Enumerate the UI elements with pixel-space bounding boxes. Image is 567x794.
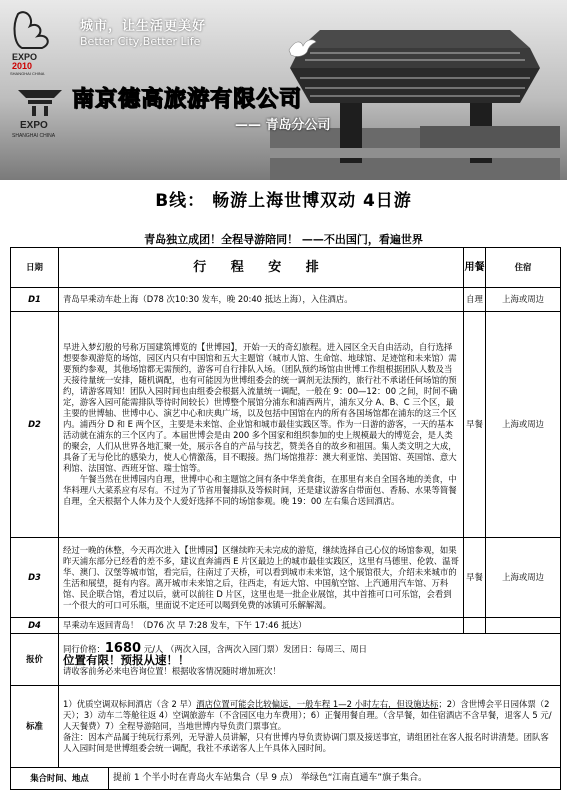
table-row — [11, 312, 561, 538]
svg-text:SHANGHAI CHINA: SHANGHAI CHINA — [10, 71, 45, 76]
meal-cell — [464, 618, 486, 634]
day-label: D4 — [11, 618, 59, 634]
assembly-text: 提前 1 个半小时在青岛火车站集合（早 9 点） 举绿色“江南直通车”旗子集合。 — [109, 768, 561, 790]
svg-text:EXPO: EXPO — [20, 120, 48, 131]
expo-mascot-logo — [10, 80, 70, 140]
header-plan: 行 程 安 排 — [59, 248, 464, 288]
assembly-label: 集合时间、地点 — [11, 768, 109, 790]
standard-label: 标准 — [11, 686, 59, 768]
header-date: 日期 — [11, 248, 59, 288]
expo-2010-logo — [8, 6, 68, 76]
day-description: 经过一晚的休整，今天再次进入【世博园】区继续昨天未完成的游览，继续选择自己心仪的场馆参观，如果昨天浦东部分已经看的差不多，建议直奔浦西 E 片区最边上的城市最佳实践区，这里有马德里、伦敦、温哥华、澳门、汉堡等城市馆，看完后，往南过了天桥，可以看到城市未来馆，这个展馆很大，介绍未来城市的生活和展望，挺有内容。离开城市未来馆之后，往西走，有远大馆、中国航空馆、上汽通用汽车馆、万科馆、民企联合馆，看过以后，就可以前往 D 片区，这里也是一批企业展馆，其中首推可口可乐馆，会看到一个很大的可口可乐瓶，里面说不定还可以喝到免费的冰镇可乐解解渴。 — [59, 538, 464, 618]
standard-row — [11, 686, 561, 768]
standard-note: 备注：因本产品属于纯玩行系列，无导游人员讲解，只有世博内导负责协调门票及接送事宜，请组团社在客人报名时讲清楚。团队客人入园时间是世博组委会统一调配，我社不承诺客人上午具体入园时间。 — [63, 732, 549, 753]
itinerary-table — [10, 247, 561, 790]
price-prefix: 同行价格： — [63, 643, 105, 654]
tagline: 青岛独立成团！全程导游陪同！ ——不出国门，看遍世界 — [144, 233, 423, 246]
meal-cell: 早餐 — [464, 312, 486, 538]
table-header-row — [11, 248, 561, 288]
day-description — [59, 312, 464, 538]
table-row — [11, 538, 561, 618]
header-banner — [0, 0, 567, 180]
hotel-cell: 上海或周边 — [486, 312, 561, 538]
china-pavilion-image — [270, 8, 560, 180]
price-content — [59, 634, 561, 686]
price-row — [11, 634, 561, 686]
hotel-cell — [486, 618, 561, 634]
meal-cell: 自理 — [464, 288, 486, 312]
standard-items — [63, 699, 556, 732]
meal-cell: 早餐 — [464, 538, 486, 618]
svg-text:2010: 2010 — [12, 61, 33, 71]
standard-content — [59, 686, 561, 768]
hotel-cell: 上海或周边 — [486, 538, 561, 618]
standard-item-b: 酒店位置可能会比较偏远，一般车程 1—2 小时左右，但设施达标 — [196, 699, 439, 709]
day-label: D3 — [11, 538, 59, 618]
day-description-p2: 午餐当然在世博园内自理，世博中心和主题馆之间有条中华美食街，在那里有来自全国各地的美食，中华料理八大菜系应有尽有。不过为了节省用餐排队及等候时间，还是建议游客自带面包、香肠、水果等简餐自理，全天根据个人体力及个人爱好选择不同的场馆参观。晚 19：00 左右集合送回酒店。 — [63, 474, 457, 506]
header-hotel: 住宿 — [486, 248, 561, 288]
price-line-3: 请收客前务必来电咨询位置！根据收客情况随时增加班次！ — [63, 665, 281, 676]
branch-name: —— 青岛分公司 — [235, 118, 331, 133]
table-row — [11, 288, 561, 312]
company-name: 南京德高旅游有限公司 — [72, 87, 303, 112]
header-meal: 用餐 — [464, 248, 486, 288]
dove-icon — [287, 36, 317, 62]
svg-text:EXPO: EXPO — [12, 52, 38, 62]
day-description: 早乘动车返回青岛！（D76 次 早 7:28 发车，下午 17:46 抵达） — [59, 618, 464, 634]
expo-slogan-en: Better City,Better Life — [80, 35, 201, 48]
price-line-2: 位置有限！预报从速！！ — [63, 652, 190, 667]
route-title: B线： 畅游上海世博双动 4日游 — [155, 191, 412, 211]
price-label: 报价 — [11, 634, 59, 686]
table-row — [11, 618, 561, 634]
expo-slogan-cn: 城市，让生活更美好 — [80, 19, 207, 34]
assembly-row — [11, 768, 561, 790]
day-description: 青岛早乘动车赴上海（D78 次10:30 发车，晚 20:40 抵达上海），入住酒店。 — [59, 288, 464, 312]
price-suffix: 元/人 （两次入园，含两次入园门票）发团日：每周三、周日 — [141, 643, 367, 654]
svg-text:SHANGHAI CHINA: SHANGHAI CHINA — [12, 133, 56, 139]
day-label: D2 — [11, 312, 59, 538]
hotel-cell: 上海或周边 — [486, 288, 561, 312]
day-description-p1: 早进入梦幻般的号称万国建筑博览的【世博园】，开始一天的奇幻旅程。进入园区全天自由活动，自行选择想要参观游览的场馆，园区内只有中国馆和五大主题馆（城市人馆、生命馆、地球馆、足迹馆和未来馆）需要预约参观，其他场馆都无需预约，游客可自行排队入场。（团队预约场馆由世博工作组根据团队人数及当天接待量统一安排，随机调配，也有可能因为世博组委会的统一调剂无法预约，旅行社不承诺任何场馆的预约，请游客周知！团队入园时间也由组委会根据入流量统一调配，一般在 9：00—12：00 之间，时间不确定，游客入园可能需排队等待时间较长）世博整个展馆分浦东和浦西两片，浦东又分 A、B、C 三个区，最主要的世博轴、世博中心、演艺中心和庆典广场，以及包括中国馆在内的所有各国场馆都在浦东的这三个区内。浦西分 D 和 E 两个区，主要是未来馆、企业馆和城市最佳实践区等。作为一日游的游客，一天的基本活动就在浦东的三个区内了。本届世博会是由 200 多个国家和组织参加的史上规模最大的博览会，是人类的聚会，人们从世界各地汇聚一处，展示各自的产品与技艺，赞美各自的故乡和祖国。集人类文明之大成，具备了无与伦比的感染力，使人心情激荡，目不暇接。热门场馆推荐：澳大利亚馆、美国馆、英国馆、意大利馆、法国馆、西班牙馆、瑞士馆等。 — [63, 342, 458, 473]
standard-item-a: 1）优质空调双标间酒店（含 2 早） — [63, 699, 197, 709]
price-amount: 1680 — [104, 640, 142, 656]
day-label: D1 — [11, 288, 59, 312]
standard-item-c: ；2）含世博会平日园体票（2 天）；3）动车二等舱往返 4）空调旅游车（不含园区电力车费用）；6）正餐用餐自理。（含早餐，如住宿酒店不含早餐，退客人 5 元/人天餐费）7）全程导游陪同，当地世博内导负责门票事宜。 — [63, 699, 552, 731]
